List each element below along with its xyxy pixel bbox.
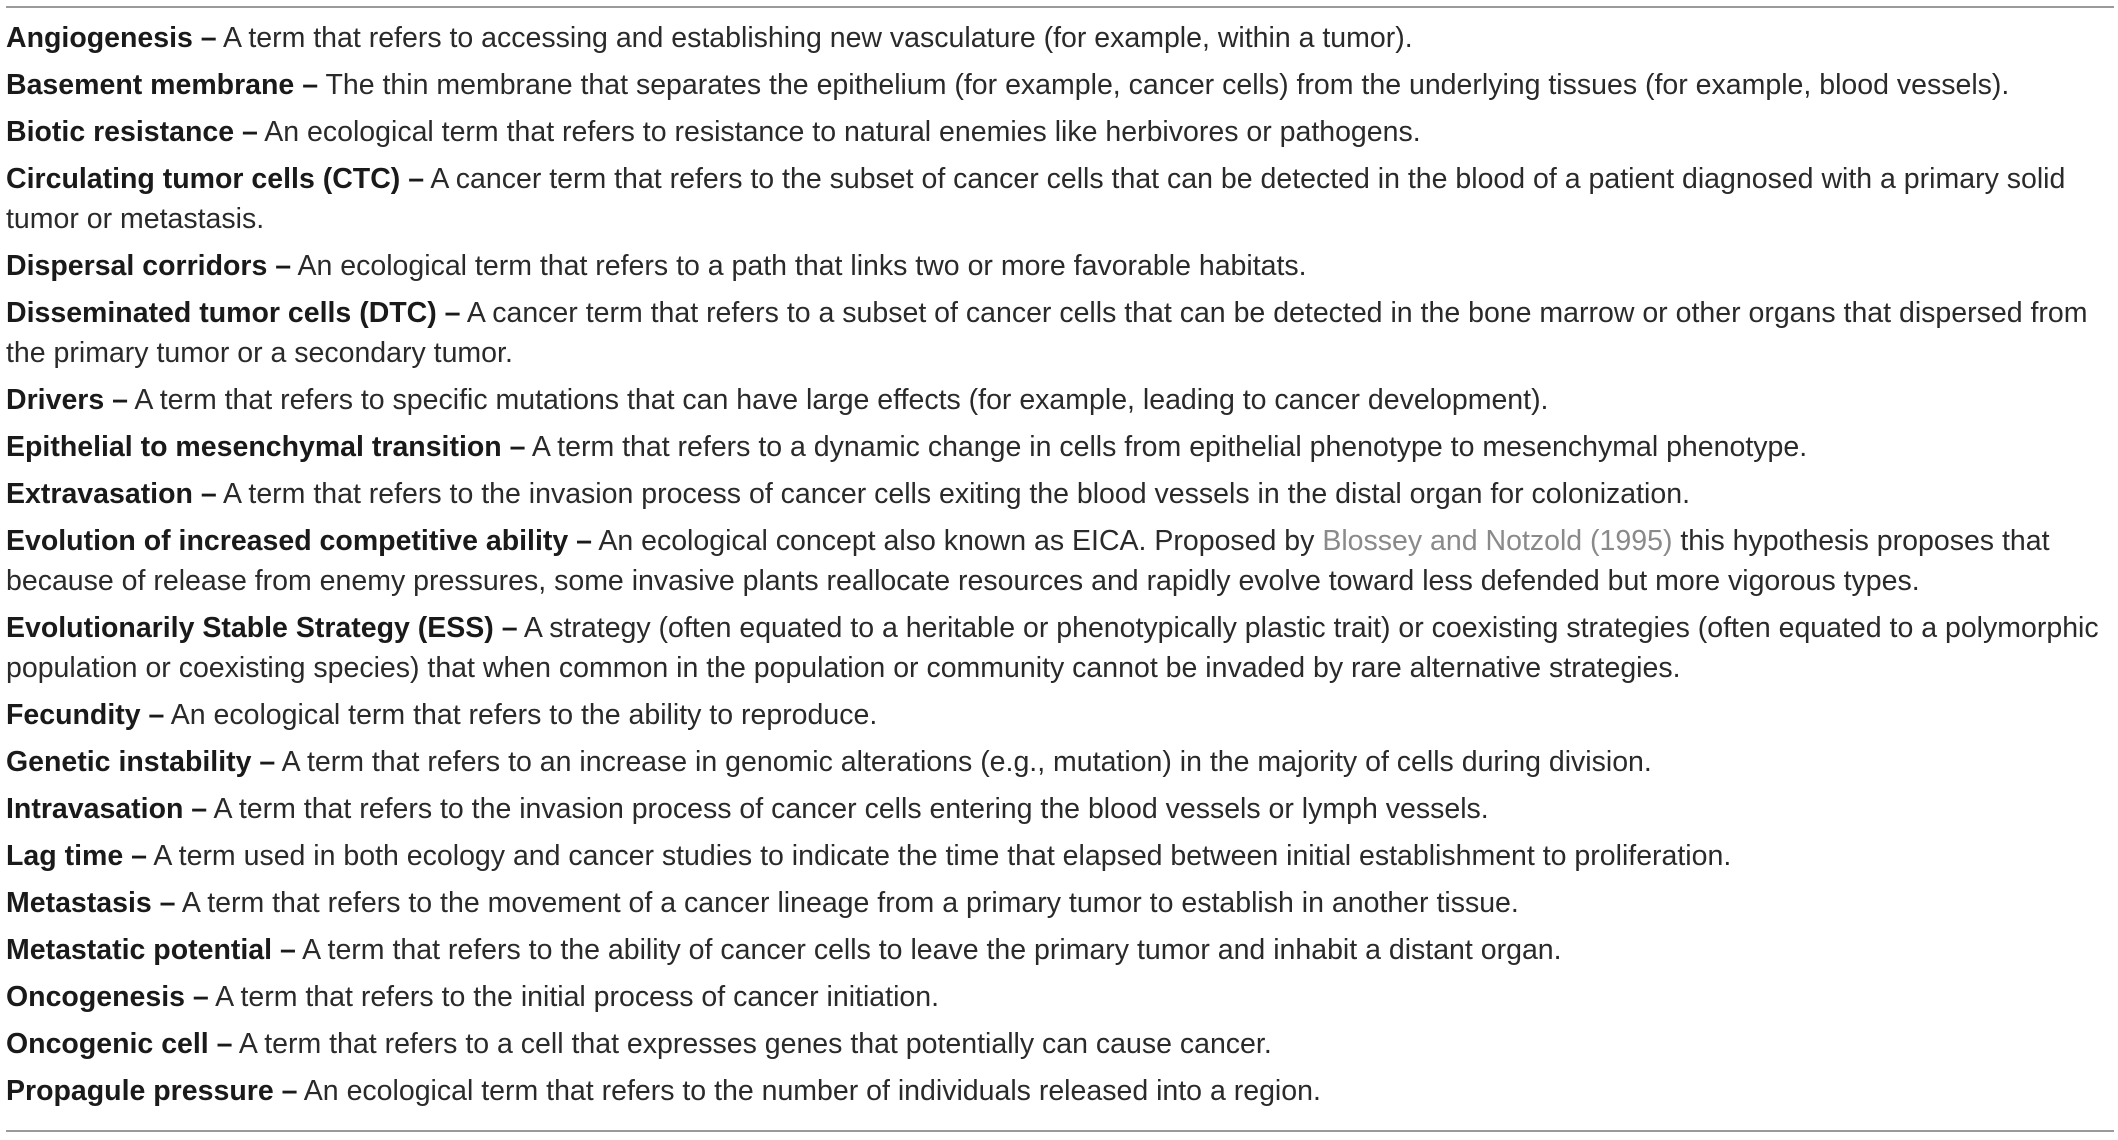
glossary-term: Propagule pressure –: [6, 1075, 298, 1107]
glossary-entry: [6, 977, 2112, 1017]
glossary-entry: [6, 789, 2112, 829]
top-divider: [6, 6, 2114, 8]
glossary-definition: A term that refers to an increase in genomic alterations (e.g., mutation) in the majority of cells during division.: [275, 746, 1652, 778]
glossary-entry: [6, 112, 2112, 152]
glossary-entry: [6, 65, 2112, 105]
glossary-term: Oncogenesis –: [6, 981, 209, 1013]
citation-link[interactable]: Blossey and Notzold (1995): [1322, 525, 1673, 557]
glossary-definition: A term that refers to the invasion process of cancer cells exiting the blood vessels in the distal organ for colonization.: [216, 478, 1690, 510]
glossary-term: Evolution of increased competitive ability –: [6, 525, 592, 557]
glossary-term: Evolutionarily Stable Strategy (ESS) –: [6, 612, 518, 644]
glossary-definition: A term that refers to a dynamic change in cells from epithelial phenotype to mesenchymal phenotype.: [525, 431, 1808, 463]
glossary-entry: [6, 474, 2112, 514]
glossary-definition: A term that refers to a cell that expresses genes that potentially can cause cancer.: [232, 1028, 1272, 1060]
glossary-definition: A strategy (often equated to a heritable or phenotypically plastic trait) or coexisting strategies (often equated to a polymorphic population or coexisting species) that when common in the population or community cannot be invaded by rare alternative strategies.: [6, 612, 2099, 684]
glossary-entry: [6, 159, 2112, 239]
glossary-term: Metastatic potential –: [6, 934, 296, 966]
glossary-term: Biotic resistance –: [6, 116, 258, 148]
glossary-definition: A cancer term that refers to a subset of cancer cells that can be detected in the bone marrow or other organs that dispersed from the primary tumor or a secondary tumor.: [6, 297, 2088, 369]
glossary-definition: An ecological term that refers to a path that links two or more favorable habitats.: [291, 250, 1307, 282]
glossary-definition: An ecological concept also known as EICA. Proposed by: [591, 525, 1323, 557]
glossary-definition: An ecological term that refers to the ability to reproduce.: [164, 699, 878, 731]
glossary-term: Circulating tumor cells (CTC) –: [6, 163, 425, 195]
glossary-term: Oncogenic cell –: [6, 1028, 233, 1060]
glossary-entry: [6, 883, 2112, 923]
glossary-entry: [6, 742, 2112, 782]
glossary-definition-continued: this hypothesis proposes that because of release from enemy pressures, some invasive plants reallocate resources and rapidly evolve toward less defended but more vigorous types.: [6, 525, 2050, 597]
glossary-entry: [6, 246, 2112, 286]
glossary-definition: The thin membrane that separates the epithelium (for example, cancer cells) from the underlying tissues (for example, blood vessels).: [318, 69, 2010, 101]
glossary-entry: [6, 427, 2112, 467]
glossary-entry: [6, 380, 2112, 420]
glossary-entry: [6, 1024, 2112, 1064]
glossary-entry: [6, 521, 2112, 601]
glossary-entry: [6, 930, 2112, 970]
glossary-definition: A term that refers to specific mutations that can have large effects (for example, leading to cancer development).: [128, 384, 1549, 416]
glossary-definition: A term that refers to the initial process of cancer initiation.: [208, 981, 940, 1013]
glossary-entry: [6, 608, 2112, 688]
glossary-entry: [6, 695, 2112, 735]
glossary-term: Drivers –: [6, 384, 129, 416]
glossary-definition: A term that refers to the invasion process of cancer cells entering the blood vessels or lymph vessels.: [207, 793, 1489, 825]
glossary-term: Angiogenesis –: [6, 22, 217, 54]
glossary-term: Fecundity –: [6, 699, 165, 731]
glossary-entry: [6, 293, 2112, 373]
glossary-term: Genetic instability –: [6, 746, 276, 778]
glossary-definition: A term that refers to the ability of cancer cells to leave the primary tumor and inhabit a distant organ.: [295, 934, 1562, 966]
glossary-term: Epithelial to mesenchymal transition –: [6, 431, 526, 463]
glossary-definition: A term that refers to accessing and establishing new vasculature (for example, within a tumor).: [216, 22, 1413, 54]
glossary-term: Extravasation –: [6, 478, 217, 510]
glossary-entry: [6, 1071, 2112, 1111]
glossary-definition: A cancer term that refers to the subset of cancer cells that can be detected in the blood of a patient diagnosed with a primary solid tumor or metastasis.: [6, 163, 2066, 235]
glossary-term: Metastasis –: [6, 887, 176, 919]
glossary-list: [6, 18, 2112, 1118]
glossary-definition: A term used in both ecology and cancer studies to indicate the time that elapsed between initial establishment to proliferation.: [146, 840, 1732, 872]
glossary-entry: [6, 836, 2112, 876]
glossary-term: Basement membrane –: [6, 69, 319, 101]
glossary-definition: A term that refers to the movement of a cancer lineage from a primary tumor to establish in another tissue.: [175, 887, 1519, 919]
glossary-entry: [6, 18, 2112, 58]
glossary-term: Intravasation –: [6, 793, 208, 825]
glossary-term: Disseminated tumor cells (DTC) –: [6, 297, 461, 329]
glossary-definition: An ecological term that refers to resistance to natural enemies like herbivores or pathogens.: [257, 116, 1421, 148]
glossary-term: Lag time –: [6, 840, 147, 872]
bottom-divider: [6, 1130, 2114, 1132]
glossary-term: Dispersal corridors –: [6, 250, 292, 282]
glossary-definition: An ecological term that refers to the number of individuals released into a region.: [297, 1075, 1321, 1107]
